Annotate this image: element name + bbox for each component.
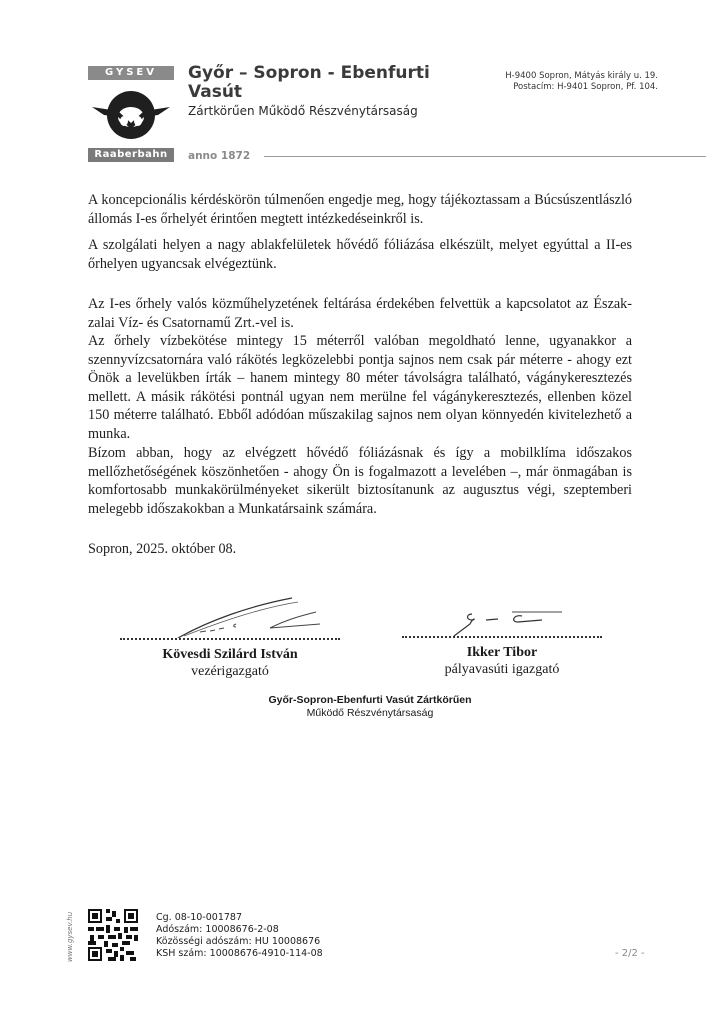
signatory-name: Ikker Tibor bbox=[466, 645, 538, 660]
ksh-number: KSH szám: 10008676-4910-114-08 bbox=[156, 948, 323, 959]
company-address bbox=[478, 71, 658, 93]
company-name: Győr – Sopron - Ebenfurti Vasút bbox=[188, 63, 430, 102]
address-line-postal: Postacím: H-9401 Sopron, Pf. 104. bbox=[513, 82, 658, 92]
signatory-name: Kövesdi Szilárd István bbox=[162, 647, 298, 662]
body-paragraph: Az I-es őrhely valós közműhelyzetének feltárása érdekében felvettük a kapcsolatot az Észak-zalai Víz- és Csatornamű Zrt.-vel is. bbox=[88, 296, 632, 331]
page-number: - 2/2 - bbox=[615, 948, 645, 959]
stamp-line-1: Győr-Sopron-Ebenfurti Vasút Zártkörűen bbox=[268, 694, 472, 706]
company-register-number: Cg. 08-10-001787 bbox=[156, 912, 243, 923]
address-line-street: H-9400 Sopron, Mátyás király u. 19. bbox=[505, 71, 658, 81]
signature-line bbox=[402, 636, 602, 638]
body-paragraph: A koncepcionális kérdéskörön túlmenően engedje meg, hogy tájékoztassam a Búcsúszentlászló állomás I-es őrhelyét érintően megtett intézkedéseinkről is. bbox=[88, 192, 632, 227]
company-stamp bbox=[250, 694, 490, 720]
company-registration-info bbox=[156, 912, 323, 960]
letter-date: Sopron, 2025. október 08. bbox=[88, 541, 237, 557]
company-subtitle: Zártkörűen Működő Részvénytársaság bbox=[188, 104, 418, 118]
body-paragraph: Az őrhely vízbekötése mintegy 15 méterről valóban megoldható lenne, ugyanakkor a szennyvízcsatornára való rákötés legközelebbi pontja sajnos nem csak pár méterre - ahogy ezt Önök a levelükben írták – hanem mintegy 80 méter távolságra található, vágánykeresztezés mellett. A másik rákötési pontnál ugyan nem merülne fel vágánykeresztezés, ellenben közel 150 méterre található. Ebből adódóan műszakilag sajnos nem olyan könnyedén kivitelezhető a munka. bbox=[88, 333, 632, 442]
stamp-line-2: Működő Részvénytársaság bbox=[306, 707, 434, 719]
tax-number: Adószám: 10008676-2-08 bbox=[156, 924, 279, 935]
header-divider bbox=[264, 156, 706, 157]
handwritten-signature-icon bbox=[402, 606, 602, 636]
website-text: www.gysev.hu bbox=[66, 911, 74, 962]
winged-wheel-icon bbox=[88, 81, 174, 147]
signature-block-director bbox=[402, 606, 602, 679]
logo-bottom-text: Raaberbahn bbox=[88, 148, 174, 162]
company-logo bbox=[88, 66, 174, 162]
signature-block-ceo bbox=[120, 594, 340, 681]
signature-line bbox=[120, 638, 340, 640]
signatory-title: vezérigazgató bbox=[191, 664, 269, 679]
body-paragraph: A szolgálati helyen a nagy ablakfelületek hővédő fóliázása elkészült, melyet egyúttal a II-es őrhelyen ugyancsak elvégeztünk. bbox=[88, 237, 632, 272]
eu-tax-number: Közösségi adószám: HU 10008676 bbox=[156, 936, 321, 947]
signatory-title: pályavasúti igazgató bbox=[444, 662, 560, 677]
anno-year: anno 1872 bbox=[188, 150, 251, 162]
qr-code-icon bbox=[88, 909, 138, 961]
logo-top-text: GYSEV bbox=[88, 66, 174, 80]
handwritten-signature-icon bbox=[120, 594, 340, 638]
body-paragraph: Bízom abban, hogy az elvégzett hővédő fóliázásnak és így a mobilklíma időszakos mellőzhetőségének köszönhetően - ahogy Ön is fogalmazott a levelében –, már önmagában is komfortosabb munkakörülményeket sikerült biztosítanunk az augusztus végi, szeptemberi melegebb időszakokban a Munkatársaink számára. bbox=[88, 445, 632, 517]
